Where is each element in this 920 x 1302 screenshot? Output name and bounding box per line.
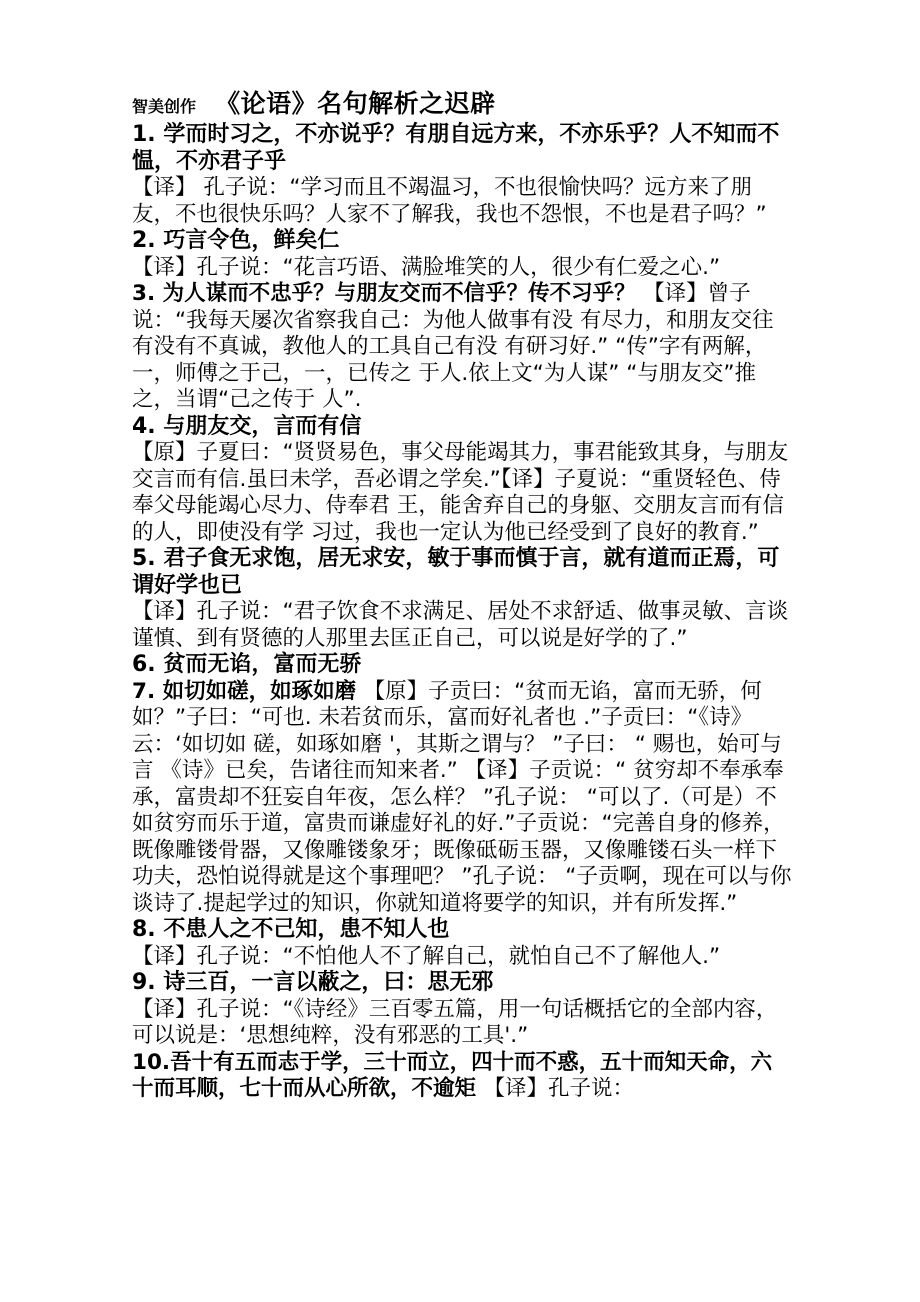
quote-1-heading: 1. 学而时习之，不亦说乎？有朋自远方来，不亦乐乎？人不知而不愠，不亦君子乎 (132, 122, 780, 174)
document-page (132, 86, 792, 1103)
quote-3-heading: 3. 为人谋而不忠乎？与朋友交而不信乎？传不习乎？ (132, 281, 644, 306)
quote-3-translation: 【译】曾子说：“我每天屡次省察我自己：为他人做事有没 有尽力，和朋友交往有没有不真诚，教他人的工具自己有没 有研习好.” “传”字有两解，一，师傅之于己，一，已传之 于人.依上文“为人谋” “与朋友交”推之，当谓“己之传于 人”. (132, 281, 774, 412)
quote-9-heading: 9. 诗三百，一言以蔽之，曰：思无邪 (132, 970, 494, 995)
quote-3-paragraph (132, 281, 792, 414)
quote-2-translation: 【译】孔子说：“花言巧语、满脸堆笑的人，很少有仁爱之心.” (132, 254, 721, 280)
quote-7-heading: 7. 如切如磋，如琢如磨 (132, 678, 364, 704)
quote-10-paragraph (132, 1050, 792, 1103)
quote-2-heading: 2. 巧言令色，鲜矣仁 (132, 228, 340, 253)
author-label: 智美创作 (132, 97, 197, 116)
quote-4-translation: 【原】子夏曰：“贤贤易色，事父母能竭其力，事君能致其身，与朋友交言而有信.虽曰未学，吾必谓之学矣.”【译】子夏说：“重贤轻色、侍奉父母能竭心尽力、侍奉君 王，能舍弃自己的身躯、交朋友言而有信的人，即使没有学 习过，我也一定认为他已经受到了良好的教育.” (132, 440, 789, 545)
quote-1-translation: 【译】 孔子说：“学习而且不竭温习，不也很愉快吗？远方来了朋友，不也很快乐吗？人家不了解我，我也不怨恨，不也是君子吗？” (132, 175, 767, 227)
quote-10-translation: 【译】孔子说： (483, 1076, 635, 1101)
quote-5-heading: 5. 君子食无求饱，居无求安，敏于事而慎于言，就有道而正焉，可谓好学也已 (132, 546, 780, 598)
quote-4-heading: 4. 与朋友交，言而有信 (132, 413, 362, 439)
quote-9-translation: 【译】孔子说：“《诗经》三百零五篇，用一句话概括它的全部内容，可以说是：‘思想纯粹，没有邪恶的工具'.” (132, 996, 778, 1048)
quote-10-heading: 10.吾十有五而志于学，三十而立，四十而不惑，五十而知天命，六十而耳顺，七十而从心所欲，不逾矩 (132, 1049, 773, 1101)
quote-7-translation: 【原】子贡曰：“贫而无谄，富而无骄，何如？”子曰：“可也. 未若贫而乐，富而好礼者也 .”子贡曰：“《诗》云：‘如切如 磋，如琢如磨 '，其斯之谓与？ ”子曰： “ 赐也，始可与言 《诗》已矣，告诸往而知来者.” 【译】子贡说：“ 贫穷却不奉承奉承，富贵却不狂妄自年夜，怎么样？ ”孔子说： “可以了.（可是）不如贫穷而乐于道，富贵而谦虚好礼的好.”子贡说：“完善自身的修养，既像雕镂骨器，又像雕镂象牙；既像砥砺玉器，又像雕镂石头一样下功夫，恐怕说得就是这个事理吧？ ”孔子说： “子贡啊，现在可以与你谈诗了.提起学过的知识，你就知道将要学的知识，并有所发挥.” (132, 678, 792, 916)
document-title: 《论语》名句解析之迟辟 (215, 89, 496, 118)
title-line (132, 86, 792, 122)
quote-6-heading: 6. 贫而无谄，富而无骄 (132, 652, 362, 677)
quote-8-translation: 【译】孔子说：“不怕他人不了解自己，就怕自己不了解他人.” (132, 943, 721, 969)
quote-7-paragraph (132, 679, 792, 918)
quote-8-heading: 8. 不患人之不己知，患不知人也 (132, 917, 450, 942)
quote-5-translation: 【译】孔子说：“君子饮食不求满足、居处不求舒适、做事灵敏、言谈谨慎、到有贤德的人那里去匡正自己，可以说是好学的了.” (132, 599, 789, 651)
